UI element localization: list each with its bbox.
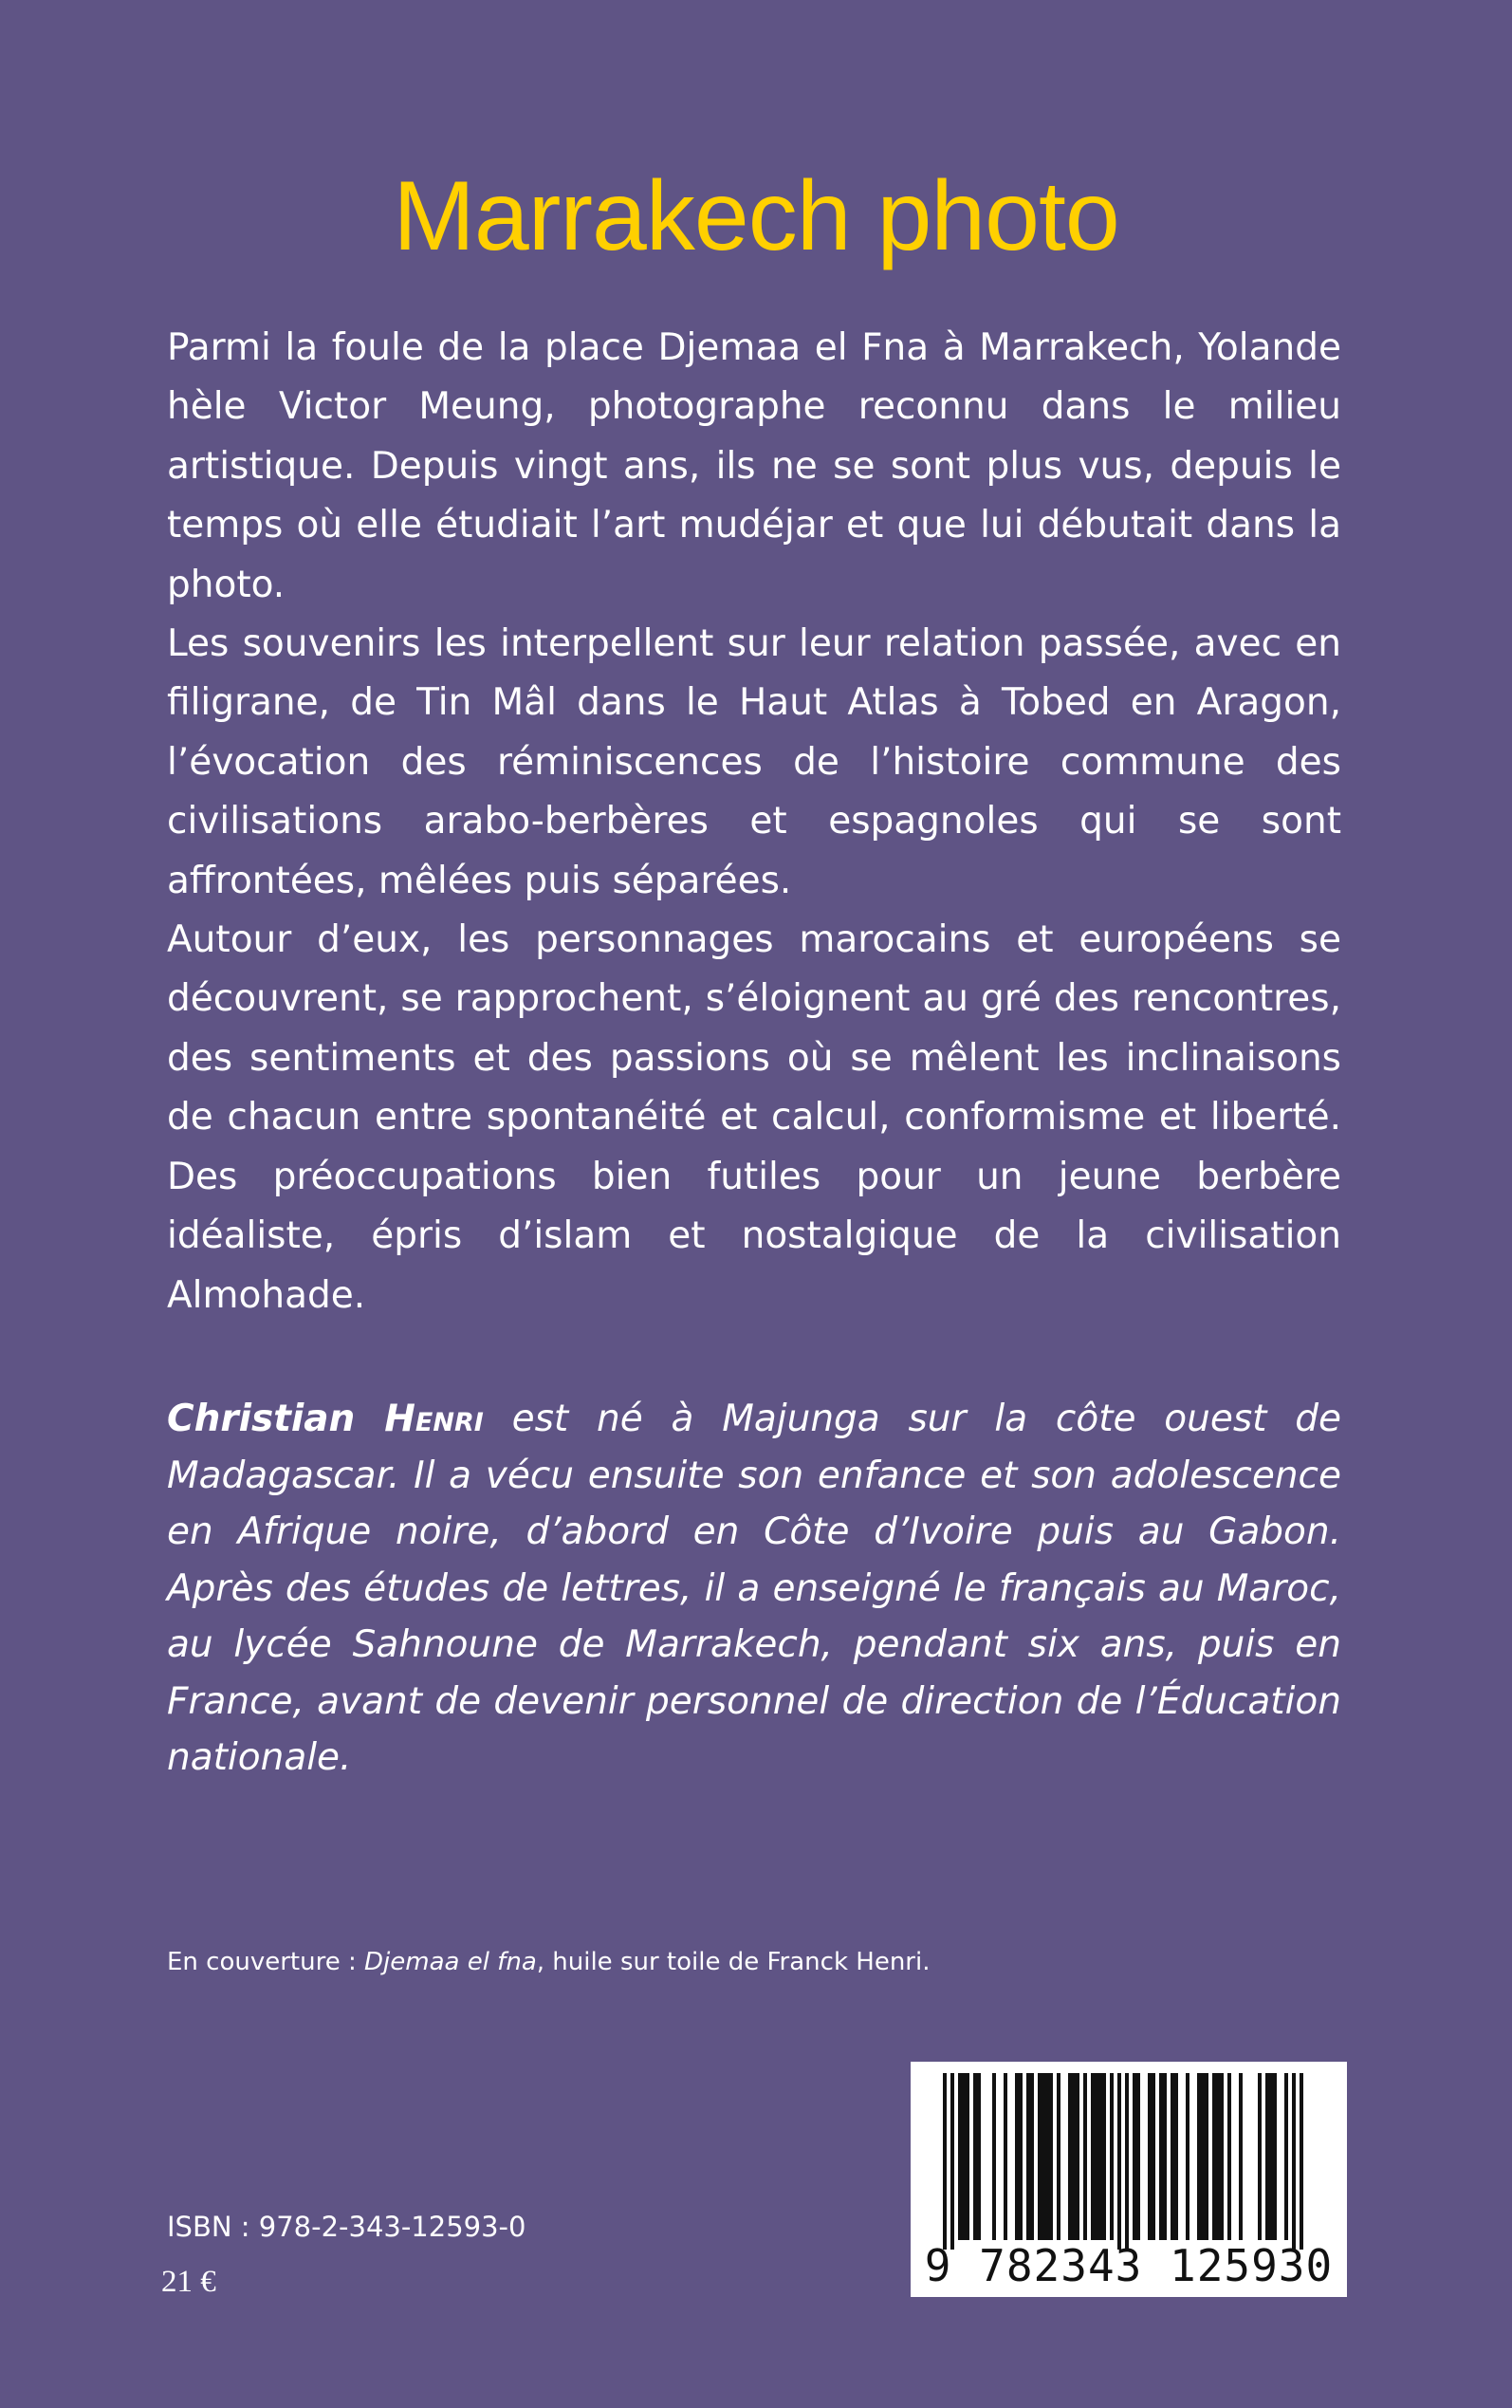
author-name [167,1398,484,1440]
barcode-bar [1091,2073,1095,2240]
barcode-bar [1159,2073,1163,2240]
barcode-bar [1026,2073,1030,2240]
barcode-bar [1258,2073,1262,2240]
price-label: 21 € [161,2265,216,2299]
cover-credit-suffix: , huile sur toile de Franck Henri. [536,1948,931,1976]
barcode-bar [1125,2073,1129,2250]
barcode-bar [1284,2073,1288,2240]
barcode-bar [1030,2073,1034,2240]
barcode-bar [1117,2073,1121,2250]
barcode-bar [1136,2073,1140,2240]
author-last-name: Henri [384,1398,484,1440]
barcode-bar [1292,2073,1296,2250]
cover-credit-work: Djemaa el fna [364,1948,537,1976]
barcode-bar [958,2073,962,2240]
barcode-bar [1004,2073,1007,2240]
barcode-bar [1269,2073,1273,2240]
barcode-bar [1171,2073,1174,2240]
barcode-bar [1197,2073,1201,2240]
barcode-bar [1148,2073,1152,2240]
barcode-bar [1133,2073,1136,2240]
blurb-paragraph-3: Autour d’eux, les personnages marocains et européens se découvrent, se rapprochent, s’éloignent au gré des rencontres, des sentiments et des passions où se mêlent les inclinaisons de chacun entre spontanéité et calcul, conformisme et liberté. Des préoccupations bien futiles pour un jeune berbère idéaliste, épris d’islam et nostalgique de la civilisation Almohade. [167,918,1341,1317]
isbn-label: ISBN : 978-2-343-12593-0 [167,2211,526,2243]
barcode-bar [1042,2073,1045,2240]
barcode-bar [943,2073,947,2250]
barcode-bar [1265,2073,1269,2240]
barcode-bar [1072,2073,1076,2240]
blurb-paragraph-2: Les souvenirs les interpellent sur leur relation passée, avec en filigrane, de Tin Mâl dans le Haut Atlas à Tobed en Aragon, l’évocation des réminiscences de l’histoire commune des civilisations arabo-berbères et espagnoles qui se sont affrontées, mêlées puis séparées. [167,622,1341,902]
cover-credit [167,1945,930,1979]
barcode-bars [911,2062,1347,2251]
book-blurb [167,319,1341,1325]
barcode-bar [1300,2073,1303,2250]
barcode-bar [1227,2073,1231,2240]
barcode-digits: 9 782343 125930 [924,2240,1334,2291]
blurb-paragraph-1: Parmi la foule de la place Djemaa el Fna à Marrakech, Yolande hèle Victor Meung, photographe reconnu dans le milieu artistique. Depuis vingt ans, ils ne se sont plus vus, depuis le temps où elle étudiait l’art mudéjar et que lui débutait dans la photo. [167,326,1341,606]
barcode-bar [950,2073,954,2250]
barcode-bar [1186,2073,1189,2240]
barcode-bar [1019,2073,1023,2240]
author-first-name: Christian [167,1398,356,1440]
barcode-bar [1152,2073,1155,2240]
barcode-bar [966,2073,969,2240]
book-title: Marrakech photo [393,161,1119,271]
barcode-bar [992,2073,996,2240]
barcode-bar [1098,2073,1102,2240]
barcode-bar [1076,2073,1079,2240]
barcode-bar [1163,2073,1167,2240]
barcode-bar [1174,2073,1178,2240]
barcode-bar [977,2073,981,2240]
barcode-bar [1212,2073,1216,2240]
barcode-bar [1057,2073,1060,2240]
barcode-bar [1239,2073,1243,2240]
barcode-bar [1083,2073,1087,2240]
barcode-bar [973,2073,977,2240]
barcode-bar [1015,2073,1019,2240]
barcode-bar [1049,2073,1053,2240]
barcode-bar [1201,2073,1205,2240]
barcode-bar [1045,2073,1049,2240]
barcode-bar [962,2073,966,2240]
barcode [911,2062,1347,2297]
author-bio-text: est né à Majunga sur la côte ouest de Madagascar. Il a vécu ensuite son enfance et son adolescence en Afrique noire, d’abord en Côte d’Ivoire puis au Gabon. Après des études de lettres, il a enseigné le français au Maroc, au lycée Sahnoune de Marrakech, pendant six ans, puis en France, avant de devenir personnel de direction de l’Éducation nationale. [167,1398,1342,1779]
barcode-bar [1273,2073,1277,2240]
barcode-bar [1038,2073,1042,2240]
barcode-bar [1216,2073,1220,2240]
barcode-bar [1110,2073,1114,2240]
barcode-bar [1102,2073,1106,2240]
barcode-bar [1205,2073,1208,2240]
author-bio [167,1391,1341,1787]
barcode-bar [1220,2073,1224,2240]
barcode-bar [1095,2073,1098,2240]
barcode-bar [1068,2073,1072,2240]
cover-credit-prefix: En couverture : [167,1948,364,1976]
